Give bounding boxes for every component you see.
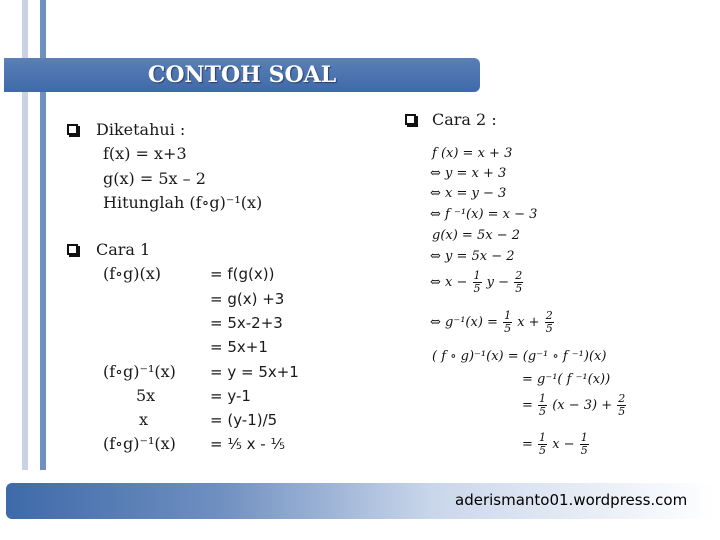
- step-right: = y-1: [210, 387, 251, 405]
- frac-num: 1: [580, 431, 588, 444]
- method2-line: g(x) = 5x − 2: [432, 228, 520, 243]
- method2-line: ( f ∘ g)⁻¹(x) = (g⁻¹ ∘ f ⁻¹)(x): [432, 349, 607, 364]
- given-label: Diketahui :: [96, 120, 186, 139]
- fraction: [617, 393, 626, 418]
- frac-num: 1: [473, 269, 481, 282]
- step-right: = (y-1)/5: [210, 411, 278, 429]
- method2-line: ⇔ f ⁻¹(x) = x − 3: [430, 207, 538, 222]
- frac-num: 2: [545, 309, 553, 322]
- fraction: [538, 432, 547, 457]
- step-left: (f∘g)(x): [103, 264, 161, 283]
- frac-num: 2: [618, 392, 626, 405]
- given-line: f(x) = x+3: [103, 144, 187, 163]
- fraction: [538, 393, 547, 418]
- method2-line: f (x) = x + 3: [432, 146, 513, 161]
- frac-den: 5: [539, 444, 547, 457]
- eq-text: ⇔ x −: [430, 275, 468, 290]
- footer-credit: aderismanto01.wordpress.com: [455, 491, 688, 509]
- eq-text: (x − 3) +: [552, 398, 613, 413]
- step-left: (f∘g)⁻¹(x): [103, 434, 176, 453]
- frac-num: 1: [539, 431, 547, 444]
- method2-line: [522, 432, 590, 457]
- eq-text: =: [522, 437, 533, 452]
- frac-den: 5: [539, 405, 547, 418]
- bullet-icon: [67, 124, 78, 135]
- step-left: (f∘g)⁻¹(x): [103, 362, 176, 381]
- method2-line: = g⁻¹( f ⁻¹(x)): [522, 372, 611, 387]
- fraction: [503, 310, 512, 335]
- method2-line: [430, 270, 524, 295]
- fraction: [473, 270, 482, 295]
- slide-title: CONTOH SOAL: [147, 62, 337, 88]
- eq-text: =: [522, 398, 533, 413]
- frac-den: 5: [473, 282, 481, 295]
- title-band: [4, 58, 480, 92]
- bullet-icon: [405, 114, 416, 125]
- step-right: = y = 5x+1: [210, 363, 299, 381]
- method2-label: Cara 2 :: [432, 110, 497, 129]
- eq-text: x +: [517, 315, 540, 330]
- method2-line: [430, 310, 555, 335]
- bullet-icon: [67, 244, 78, 255]
- method1-label: Cara 1: [96, 240, 151, 259]
- step-right: = 5x-2+3: [210, 314, 283, 332]
- step-right: = f(g(x)): [210, 265, 275, 283]
- fraction: [545, 310, 554, 335]
- step-right: = 5x+1: [210, 338, 268, 356]
- fraction: [514, 270, 523, 295]
- step-right: = g(x) +3: [210, 290, 285, 308]
- step-left: 5x: [136, 386, 156, 405]
- eq-text: x −: [552, 437, 575, 452]
- given-line: g(x) = 5x – 2: [103, 169, 206, 188]
- eq-text: ⇔ g⁻¹(x) =: [430, 315, 498, 330]
- frac-den: 5: [504, 322, 512, 335]
- frac-den: 5: [580, 444, 588, 457]
- frac-den: 5: [618, 405, 626, 418]
- step-right: = ⅕ x - ⅕: [210, 435, 286, 453]
- method2-line: ⇔ y = x + 3: [430, 166, 507, 181]
- eq-text: y −: [486, 275, 510, 290]
- method2-line: [522, 393, 627, 418]
- frac-den: 5: [545, 322, 553, 335]
- method2-line: ⇔ x = y − 3: [430, 186, 507, 201]
- fraction: [580, 432, 589, 457]
- frac-den: 5: [515, 282, 523, 295]
- step-left: x: [139, 410, 149, 429]
- frac-num: 1: [539, 392, 547, 405]
- method2-line: ⇔ y = 5x − 2: [430, 249, 515, 264]
- frac-num: 2: [515, 269, 523, 282]
- given-line: Hitunglah (f∘g)⁻¹(x): [103, 193, 263, 212]
- frac-num: 1: [504, 309, 512, 322]
